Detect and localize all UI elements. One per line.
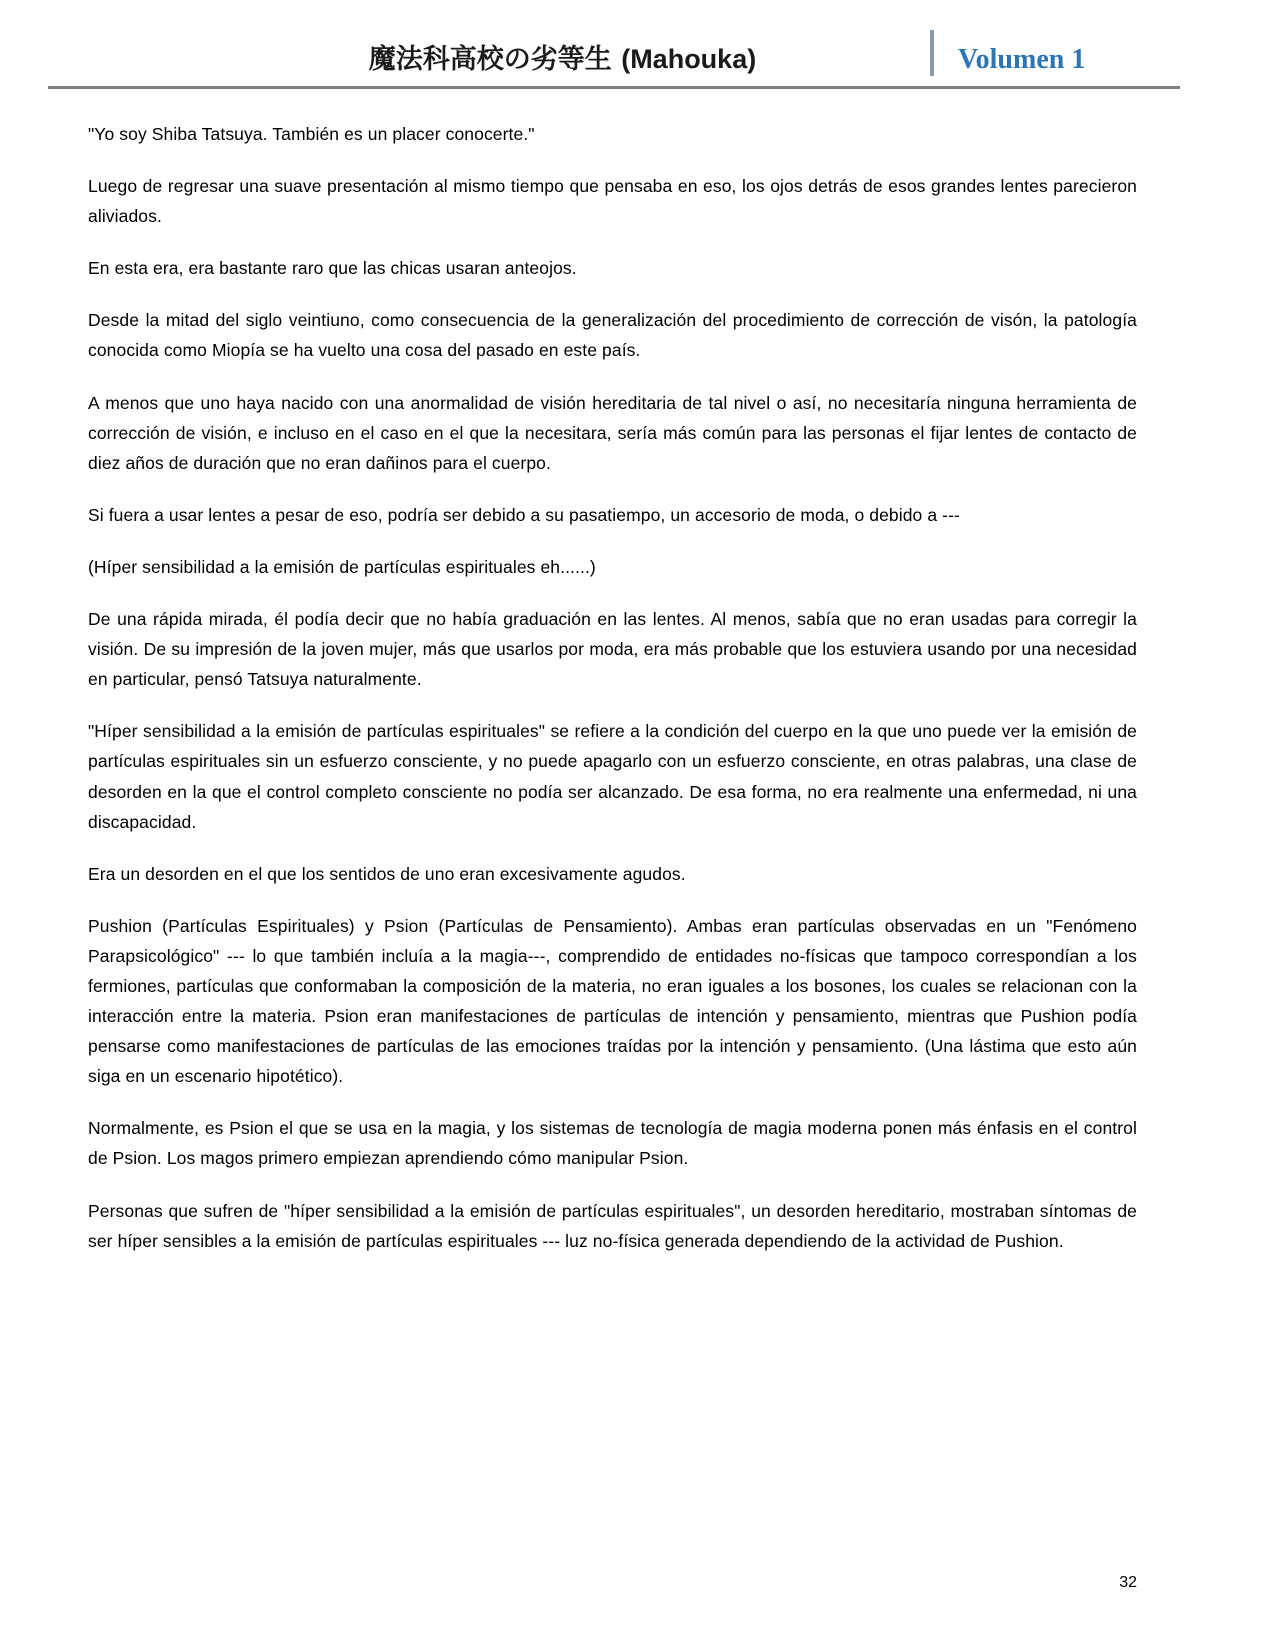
paragraph: Si fuera a usar lentes a pesar de eso, podría ser debido a su pasatiempo, un accesorio de moda, o debido a --- [88, 504, 960, 525]
header-rule-inner [48, 86, 1180, 87]
paragraph: "Híper sensibilidad a la emisión de partículas espirituales" se refiere a la condición del cuerpo en la que uno puede ver la emisión de partículas espirituales sin un esfuerzo consciente, y no puede apagarlo con un esfuerzo consciente, en otras palabras, una clase de desorden en la que el control completo consciente no podía ser alcanzado. De esa forma, no era realmente una enfermedad, ni una discapacidad. [88, 721, 1137, 832]
header-vertical-divider [930, 30, 934, 76]
page-title-latin: (Mahouka) [621, 44, 757, 74]
header-volume-group [930, 30, 1180, 80]
paragraph: Normalmente, es Psion el que se usa en la magia, y los sistemas de tecnología de magia moderna ponen más énfasis en el control de Psion. Los magos primero empiezan aprendiendo cómo manipular Psion. [88, 1118, 1137, 1169]
paragraph: En esta era, era bastante raro que las chicas usaran anteojos. [88, 258, 577, 279]
paragraph: Desde la mitad del siglo veintiuno, como consecuencia de la generalización del procedimiento de corrección de visón, la patología conocida como Miopía se ha vuelto una cosa del pasado en este país. [88, 310, 1137, 361]
document-body [0, 89, 1275, 1256]
paragraph: Pushion (Partículas Espirituales) y Psion (Partículas de Pensamiento). Ambas eran partículas observadas en un "Fenómeno Parapsicológico" --- lo que también incluía a la magia---, comprendido de entidades no-físicas que tampoco correspondían a los fermiones, partículas que conformaban la composición de la materia, no eran iguales a los bosones, los cuales se relacionan con la interacción entre la materia. Psion eran manifestaciones de partículas de intención y pensamiento, mientras que Pushion podía pensarse como manifestaciones de partículas de las emociones traídas por la intención y pensamiento. (Una lástima que esto aún siga en un escenario hipotético). [88, 915, 1137, 1087]
paragraph: Era un desorden en el que los sentidos de uno eran excesivamente agudos. [88, 863, 686, 884]
page-header [0, 0, 1275, 80]
paragraph: "Yo soy Shiba Tatsuya. También es un placer conocerte." [88, 124, 535, 144]
paragraph: De una rápida mirada, él podía decir que no había graduación en las lentes. Al menos, sabía que no eran usadas para corregir la visión. De su impresión de la joven mujer, más que usarlos por moda, era más probable que los estuviera usando por una necesidad en particular, pensó Tatsuya naturalmente. [88, 609, 1137, 690]
page-title-japanese: 魔法科高校の劣等生 [368, 44, 612, 75]
paragraph: (Híper sensibilidad a la emisión de partículas espirituales eh......) [88, 556, 596, 577]
paragraph: Luego de regresar una suave presentación al mismo tiempo que pensaba en eso, los ojos detrás de esos grandes lentes parecieron aliviados. [88, 176, 1137, 227]
page-title [95, 37, 930, 80]
volume-label: Volumen 1 [958, 44, 1086, 75]
page-number: 32 [1119, 1574, 1137, 1591]
paragraph: A menos que uno haya nacido con una anormalidad de visión hereditaria de tal nivel o así, no necesitaría ninguna herramienta de corrección de visión, e incluso en el caso en el que la necesitara, sería más común para las personas el fijar lentes de contacto de diez años de duración que no eran dañinos para el cuerpo. [88, 392, 1137, 473]
paragraph: Personas que sufren de "híper sensibilidad a la emisión de partículas espirituales", un desorden hereditario, mostraban síntomas de ser híper sensibles a la emisión de partículas espirituales --- luz no-física generada dependiendo de la actividad de Pushion. [88, 1200, 1137, 1251]
